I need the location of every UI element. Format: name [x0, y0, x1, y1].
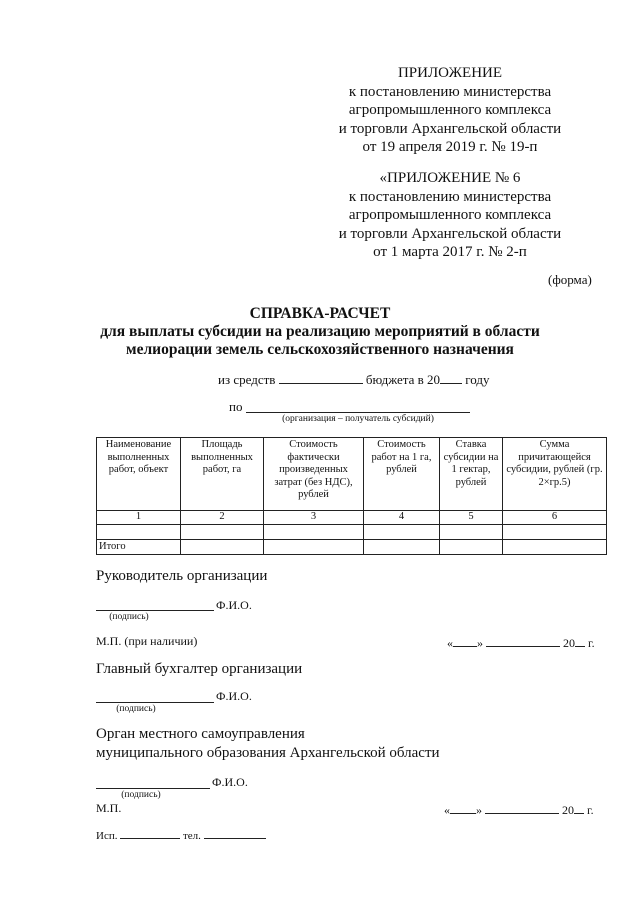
accountant-signature-line[interactable] — [96, 702, 214, 703]
day-blank[interactable] — [453, 634, 477, 647]
approval-line: агропромышленного комплекса — [348, 102, 552, 118]
phone-blank[interactable] — [204, 828, 266, 839]
table-row — [97, 524, 607, 539]
table-cell[interactable] — [440, 539, 503, 555]
table-cell[interactable] — [440, 524, 503, 539]
appendix-line: и торговли Архангельской области — [338, 225, 562, 242]
column-number: 1 — [97, 511, 181, 525]
approval-date: от 19 апреля 2019 г. № 19-п — [362, 139, 538, 155]
year-prefix: 20 — [562, 803, 574, 817]
approval-title: ПРИЛОЖЕНИЕ — [397, 65, 503, 81]
head-title: Руководитель организации — [96, 568, 268, 584]
year-suffix: г. — [588, 636, 595, 650]
table-header-cell: Стоимость фактически произведенных затрат (без НДС), рублей — [264, 438, 364, 511]
approval-line: к постановлению министерства — [348, 83, 552, 100]
table-cell[interactable] — [503, 539, 607, 555]
table-header-cell: Сумма причитающейся субсидии, рублей (гр. 2×гр.5) — [503, 438, 607, 511]
calculation-table — [96, 437, 607, 555]
appendix-title: «ПРИЛОЖЕНИЕ № 6 — [379, 170, 521, 186]
column-number: 6 — [503, 511, 607, 525]
authority-sign-caption: (подпись) — [121, 790, 161, 800]
executor-blank[interactable] — [120, 828, 180, 839]
title-sub: мелиорации земель сельскохозяйственного назначения — [126, 341, 514, 358]
executor-label: Исп. — [96, 830, 118, 842]
head-fio: Ф.И.О. — [216, 598, 252, 612]
date-close-quote: » — [477, 636, 483, 650]
authority-line-1: Орган местного самоуправления — [96, 726, 305, 742]
accountant-title: Главный бухгалтер организации — [96, 661, 303, 677]
month-blank[interactable] — [485, 801, 559, 814]
table-header-row — [97, 438, 607, 511]
date-open-quote: « — [447, 636, 453, 650]
authority-fio: Ф.И.О. — [212, 775, 248, 789]
mp-if-any: М.П. (при наличии) — [96, 634, 198, 648]
table-cell[interactable] — [503, 524, 607, 539]
column-number: 2 — [181, 511, 264, 525]
head-date-field — [447, 634, 595, 651]
funds-line — [218, 371, 490, 388]
appendix-line: агропромышленного комплекса — [348, 207, 552, 223]
table-cell[interactable] — [264, 539, 364, 555]
year-suffix: г. — [587, 803, 594, 817]
head-sign-caption: (подпись) — [109, 612, 149, 622]
accountant-sign-caption: (подпись) — [116, 704, 156, 714]
appendix-line: к постановлению министерства — [348, 188, 552, 205]
title-main: СПРАВКА-РАСЧЕТ — [249, 305, 391, 322]
table-header-cell: Наименование выполненных работ, объект — [97, 438, 181, 511]
table-header-cell: Стоимость работ на 1 га, рублей — [364, 438, 440, 511]
table-cell[interactable] — [264, 524, 364, 539]
appendix-header — [300, 169, 600, 262]
date-open-quote: « — [444, 803, 450, 817]
funds-prefix: из средств — [218, 372, 276, 387]
organization-caption: (организация – получатель субсидий) — [282, 414, 434, 424]
total-row — [97, 539, 607, 555]
table-header-cell: Ставка субсидии на 1 гектар, рублей — [440, 438, 503, 511]
organization-blank[interactable] — [246, 412, 470, 413]
day-blank[interactable] — [450, 801, 476, 814]
total-label: Итого — [97, 539, 181, 555]
date-close-quote: » — [476, 803, 482, 817]
year-blank[interactable] — [575, 634, 585, 647]
approval-line: и торговли Архангельской области — [338, 120, 562, 137]
appendix-date: от 1 марта 2017 г. № 2-п — [373, 244, 527, 260]
year-blank[interactable] — [440, 371, 462, 384]
column-number: 3 — [264, 511, 364, 525]
table-cell[interactable] — [364, 524, 440, 539]
authority-line-2: муниципального образования Архангельской области — [96, 745, 440, 761]
mp-label: М.П. — [96, 801, 122, 815]
column-number: 4 — [364, 511, 440, 525]
authority-signature-line[interactable] — [96, 788, 210, 789]
document-title — [0, 305, 640, 359]
accountant-fio: Ф.И.О. — [216, 689, 252, 703]
funds-suffix: году — [465, 372, 490, 387]
table-header-cell: Площадь выполненных работ, га — [181, 438, 264, 511]
head-signature-line[interactable] — [96, 610, 214, 611]
authority-date-field — [444, 801, 594, 818]
table-cell[interactable] — [181, 524, 264, 539]
funds-middle: бюджета в 20 — [365, 372, 441, 387]
form-label: (форма) — [548, 272, 592, 287]
table-cell[interactable] — [181, 539, 264, 555]
budget-blank[interactable] — [279, 371, 363, 384]
year-blank[interactable] — [574, 801, 584, 814]
title-sub: для выплаты субсидии на реализацию мероприятий в области — [100, 323, 540, 340]
po-label: по — [229, 399, 243, 414]
column-number: 5 — [440, 511, 503, 525]
approval-header — [300, 64, 600, 157]
column-number-row — [97, 511, 607, 525]
month-blank[interactable] — [486, 634, 560, 647]
table-cell[interactable] — [97, 524, 181, 539]
table-cell[interactable] — [364, 539, 440, 555]
executor-line — [96, 828, 266, 842]
year-prefix: 20 — [563, 636, 575, 650]
phone-label: тел. — [182, 830, 201, 842]
